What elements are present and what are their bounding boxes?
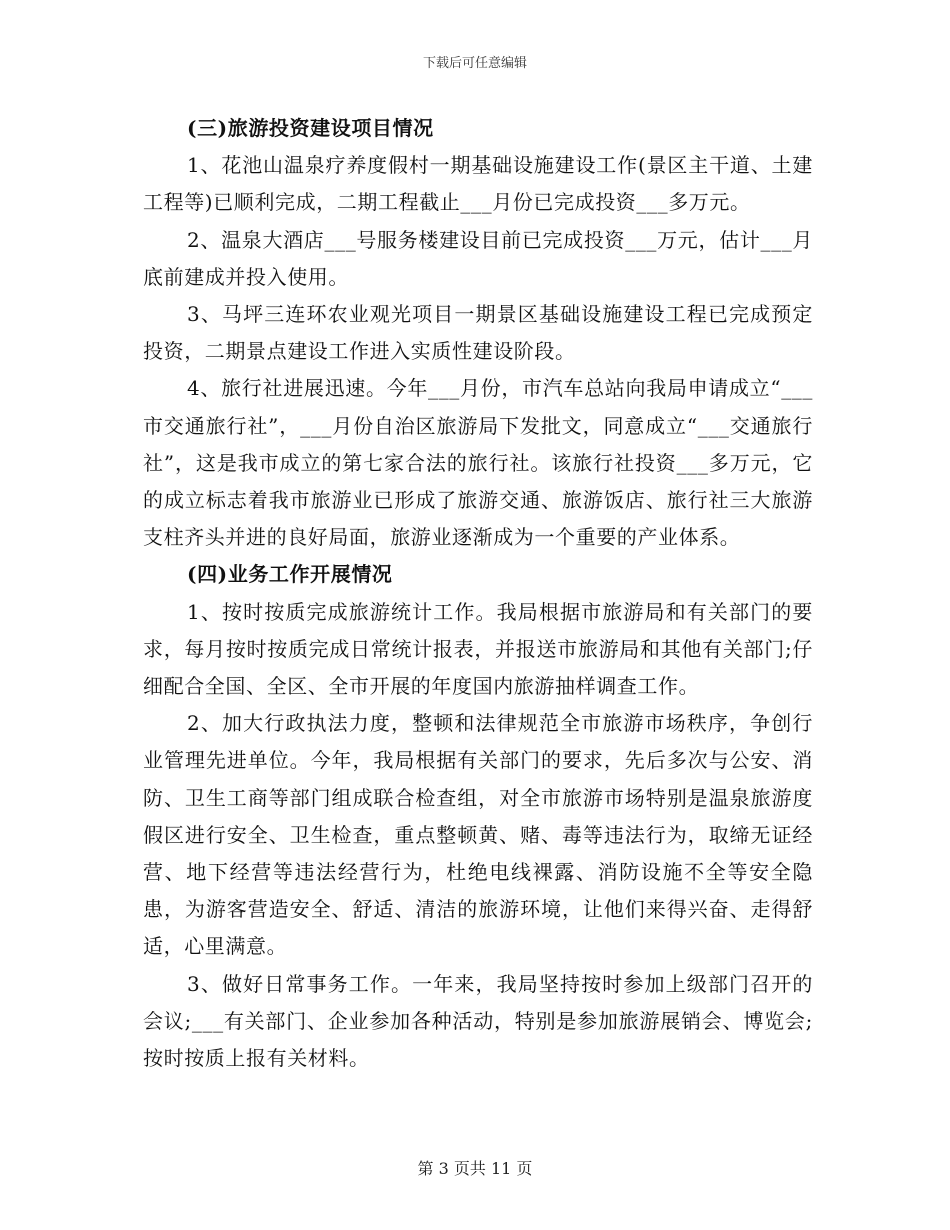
paragraph: 3、做好日常事务工作。一年来，我局坚持按时参加上级部门召开的会议;___有关部门、企业参加各种活动，特别是参加旅游展销会、博览会;按时按质上报有关材料。 — [143, 971, 813, 1071]
paragraph: 2、温泉大酒店___号服务楼建设目前已完成投资___万元，估计___月底前建成并投入使用。 — [143, 227, 813, 289]
paragraph: 1、按时按质完成旅游统计工作。我局根据市旅游局和有关部门的要求，每月按时按质完成日常统计报表，并报送市旅游局和其他有关部门;仔细配合全国、全区、全市开展的年度国内旅游抽样调查工作。 — [143, 599, 813, 699]
paragraph: 4、旅行社进展迅速。今年___月份，市汽车总站向我局申请成立“___市交通旅行社”，___月份自治区旅游局下发批文，同意成立“___交通旅行社”，这是我市成立的第七家合法的旅行社。该旅行社投资___多万元，它的成立标志着我市旅游业已形成了旅游交通、旅游饭店、旅行社三大旅游支柱齐头并进的良好局面，旅游业逐渐成为一个重要的产业体系。 — [143, 376, 813, 550]
page-footer — [0, 1156, 950, 1179]
document-body — [143, 110, 813, 1077]
section-heading-3: (三)旅游投资建设项目情况 — [187, 116, 434, 140]
header-note: 下载后可任意编辑 — [422, 56, 527, 71]
page-number: 第 3 页共 11 页 — [417, 1159, 533, 1178]
paragraph: 2、加大行政执法力度，整顿和法律规范全市旅游市场秩序，争创行业管理先进单位。今年，我局根据有关部门的要求，先后多次与公安、消防、卫生工商等部门组成联合检查组，对全市旅游市场特别是温泉旅游度假区进行安全、卫生检查，重点整顿黄、赌、毒等违法行为，取缔无证经营、地下经营等违法经营行为，杜绝电线裸露、消防设施不全等安全隐患，为游客营造安全、舒适、清洁的旅游环境，让他们来得兴奋、走得舒适，心里满意。 — [143, 711, 813, 959]
section-heading-4: (四)业务工作开展情况 — [187, 562, 393, 587]
paragraph: 1、花池山温泉疗养度假村一期基础设施建设工作(景区主干道、土建工程等)已顺利完成，二期工程截止___月份已完成投资___多万元。 — [143, 153, 813, 215]
paragraph: 3、马坪三连环农业观光项目一期景区基础设施建设工程已完成预定投资，二期景点建设工作进入实质性建设阶段。 — [143, 302, 813, 364]
